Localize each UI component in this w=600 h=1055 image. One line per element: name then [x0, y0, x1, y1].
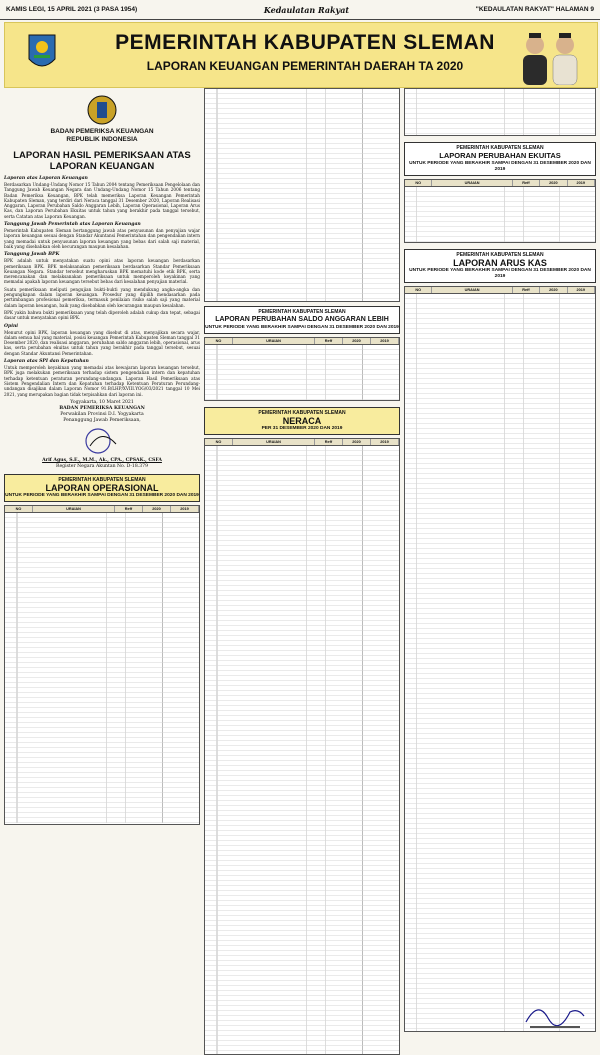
table-header — [205, 439, 399, 446]
report-period: PER 31 DESEMBER 2020 DAN 2019 — [261, 426, 343, 431]
sig-name: Arif Agus, S.E., M.M., Ak., CPA., CPSAK., CSFA — [42, 457, 162, 463]
col-uraian: URAIAN — [233, 439, 315, 445]
column-left — [4, 88, 200, 1044]
report-period: UNTUK PERIODE YANG BERAKHIR SAMPAI DENGAN 31 DESEMBER 2020 DAN 2019 — [5, 492, 199, 498]
report-title: LAPORAN OPERASIONAL — [45, 482, 159, 493]
lo-table-continued — [204, 88, 400, 302]
col-ref: Reff — [513, 287, 540, 293]
signature-block — [4, 400, 200, 470]
banner-subtitle: LAPORAN KEUANGAN PEMERINTAH DAERAH TA 2020 — [146, 59, 464, 73]
report-title: LAPORAN ARUS KAS — [453, 258, 547, 268]
col-no: NO — [205, 439, 233, 445]
report-org: PEMERINTAH KABUPATEN SLEMAN — [456, 145, 544, 151]
header-banner — [4, 22, 598, 88]
report-period: UNTUK PERIODE YANG BERAKHIR SAMPAI DENGAN 31 DESEMBER 2020 DAN 2019 — [409, 268, 591, 279]
column-right — [404, 88, 596, 1044]
col-2020: 2020 — [143, 506, 171, 512]
bpk-logo-icon — [87, 94, 117, 126]
col-ref: Reff — [513, 180, 540, 186]
table-header — [405, 180, 595, 187]
neraca-header — [204, 407, 400, 435]
neraca-table-continued — [404, 88, 596, 136]
col-no: NO — [5, 506, 33, 512]
col-uraian: URAIAN — [432, 287, 512, 293]
col-2020: 2020 — [343, 439, 371, 445]
col-ref: Reff — [115, 506, 143, 512]
signature-image — [520, 994, 590, 1034]
bpk-country: REPUBLIK INDONESIA — [66, 136, 138, 143]
col-no: NO — [405, 287, 432, 293]
section-heading: Tanggung Jawab Pemerintah atas Laporan Keuangan — [4, 222, 141, 228]
col-ref: Reff — [315, 439, 343, 445]
report-org: PEMERINTAH KABUPATEN SLEMAN — [258, 309, 346, 315]
sig-org: BADAN PEMERIKSA KEUANGAN — [59, 405, 145, 411]
masthead-logo: Kedaulatan Rakyat — [263, 4, 350, 15]
lo-table — [4, 505, 200, 825]
table-body — [205, 89, 399, 301]
table-body — [405, 89, 595, 135]
col-uraian: URAIAN — [432, 180, 512, 186]
paragraph: Berdasarkan Undang-Undang Nomor 15 Tahun 2004 tentang Pemeriksaan Pengelolaan dan Tanggung Jawab Keuangan Negara dan Undang-Undang Nomor 15 Tahun 2006 tentang Badan Pemeriksa Keuangan, BPK telah memeriksa Laporan Keuangan Pemerintah Kabupaten Sleman, yang terdiri dari Neraca tanggal 31 Desember 2020, Laporan Realisasi Anggaran, Laporan Perubahan Saldo Anggaran Lebih, Laporan Operasional, Laporan Arus Kas, dan Laporan Perubahan Ekuitas untuk tahun yang berakhir pada tanggal tersebut, serta Catatan atas Laporan Keuangan. — [4, 182, 200, 219]
section-heading: Opini — [4, 323, 19, 329]
report-org: PEMERINTAH KABUPATEN SLEMAN — [258, 410, 346, 416]
section-heading: Laporan atas Laporan Keuangan — [4, 176, 88, 181]
column-middle — [204, 88, 400, 1044]
table-header — [5, 506, 199, 513]
col-2019: 2019 — [371, 338, 399, 344]
col-uraian: URAIAN — [33, 506, 115, 512]
lo-header — [4, 474, 200, 502]
paragraph: Menurut opini BPK, laporan keuangan yang disebut di atas, menyajikan secara wajar, dalam semua hal yang material, posisi keuangan Pemerintah Kabupaten Sleman tanggal 31 Desember 2020, dan realisasi anggaran, perubahan saldo anggaran lebih, operasional, arus kas, serta perubahan ekuitas untuk tahun yang berakhir pada tanggal tersebut, sesuai dengan Standar Akuntansi Pemerintahan. — [4, 329, 200, 356]
col-2020: 2020 — [540, 287, 567, 293]
section-heading: Laporan atas SPI dan Kepatuhan — [4, 359, 89, 365]
banner-title: PEMERINTAH KABUPATEN SLEMAN — [115, 31, 495, 54]
masthead-date: KAMIS LEGI, 15 APRIL 2021 (3 PASA 1954) — [6, 6, 138, 13]
paragraph: Pemerintah Kabupaten Sleman bertanggung jawab atas penyusunan dan penyajian wajar laporan keuangan sesuai dengan Standar Akuntansi Pemerintahan dan pengendalian intern yang memadai untuk penyusunan laporan keuangan yang bebas dari salah saji material, baik yang disebabkan oleh kecurangan maupun kesalahan. — [4, 228, 200, 249]
table-header — [205, 338, 399, 345]
report-title: LAPORAN PERUBAHAN EKUITAS — [439, 151, 561, 160]
col-no: NO — [205, 338, 233, 344]
col-2019: 2019 — [171, 506, 199, 512]
neraca-table — [204, 438, 400, 1055]
col-2019: 2019 — [371, 439, 399, 445]
sig-org-sub: Perwakilan Provinsi D.I. Yogyakarta — [60, 411, 144, 417]
sig-role: Penanggung Jawab Pemeriksaan, — [63, 417, 141, 423]
table-body — [405, 187, 595, 243]
lhp-title: LAPORAN HASIL PEMERIKSAAN ATAS LAPORAN KEUANGAN — [13, 150, 191, 172]
report-org: PEMERINTAH KABUPATEN SLEMAN — [58, 476, 146, 483]
paragraph: Untuk memperoleh keyakinan yang memadai atas kewajaran laporan keuangan tersebut, BPK juga melakukan pemeriksaan terhadap sistem pengendalian intern dan kepatuhan terhadap ketentuan peraturan perundang-undangan. Laporan Hasil Pemeriksaan atas Sistem Pengendalian Intern dan Kepatuhan terhadap Ketentuan Peraturan Perundang-undangan disajikan dalam Laporan Nomor 91.B/LHP/XVIII.YOG/03/2021 tanggal 10 Mei 2021, yang merupakan bagian tidak terpisahkan dari laporan ini. — [4, 365, 200, 397]
col-2019: 2019 — [568, 180, 595, 186]
col-no: NO — [405, 180, 432, 186]
bpk-name: BADAN PEMERIKSA KEUANGAN — [50, 128, 154, 135]
section-heading: Tanggung Jawab BPK — [4, 252, 60, 258]
aruskas-table — [404, 286, 596, 1032]
col-2020: 2020 — [540, 180, 567, 186]
table-body — [205, 446, 399, 1055]
col-uraian: URAIAN — [233, 338, 315, 344]
ekuitas-header — [404, 142, 596, 176]
table-body — [405, 294, 595, 1032]
bpk-stamp-icon — [82, 426, 122, 456]
ekuitas-table — [404, 179, 596, 243]
paragraph: BPK yakin bahwa bukti pemeriksaan yang telah diperoleh adalah cukup dan tepat, sebagai dasar untuk menyatakan opini BPK. — [4, 309, 200, 321]
paragraph: Suatu pemeriksaan meliputi pengujian bukti-bukti yang mendukung angka-angka dan pengungkapan dalam laporan keuangan. Prosedur yang dipilih mendasarkan pada pertimbangan profesional pemeriksa, termasuk penilaian risiko salah saji yang material dalam laporan keuangan, baik yang disebabkan oleh kecurangan maupun kesalahan. — [4, 286, 200, 308]
officials-photo — [515, 27, 585, 85]
sig-place: Yogyakarta, 10 Maret 2021 — [70, 399, 134, 405]
sal-table — [204, 337, 400, 401]
table-header — [405, 287, 595, 294]
report-period: UNTUK PERIODE YANG BERAKHIR SAMPAI DENGAN 31 DESEMBER 2020 DAN 2019 — [205, 325, 399, 330]
col-ref: Reff — [315, 338, 343, 344]
table-body — [5, 513, 199, 823]
sleman-emblem-icon — [27, 33, 57, 73]
table-body — [205, 345, 399, 401]
col-2019: 2019 — [568, 287, 595, 293]
aruskas-header — [404, 249, 596, 283]
report-period: UNTUK PERIODE YANG BERAKHIR SAMPAI DENGAN 31 DESEMBER 2020 DAN 2019 — [409, 161, 591, 172]
report-title: LAPORAN PERUBAHAN SALDO ANGGARAN LEBIH — [215, 316, 389, 323]
sal-header — [204, 306, 400, 334]
col-2020: 2020 — [343, 338, 371, 344]
paragraph: BPK adalah untuk menyatakan suatu opini atas laporan keuangan berdasarkan pemeriksaan BPK. BPK melaksanakan pemeriksaan berdasarkan Standar Pemeriksaan Keuangan Negara. Standar tersebut mengharuskan BPK mematuhi kode etik BPK, serta merencanakan dan melaksanakan pemeriksaan untuk memperoleh keyakinan yang memadai apakah laporan keuangan tersebut bebas dari kesalahan penyajian material. — [4, 258, 200, 285]
masthead-page: "KEDAULATAN RAKYAT" HALAMAN 9 — [475, 6, 594, 13]
sig-register: Register Negara Akuntan No. D-18.379 — [55, 463, 149, 469]
report-title: NERACA — [282, 416, 322, 426]
report-org: PEMERINTAH KABUPATEN SLEMAN — [456, 252, 544, 258]
masthead — [0, 0, 600, 20]
